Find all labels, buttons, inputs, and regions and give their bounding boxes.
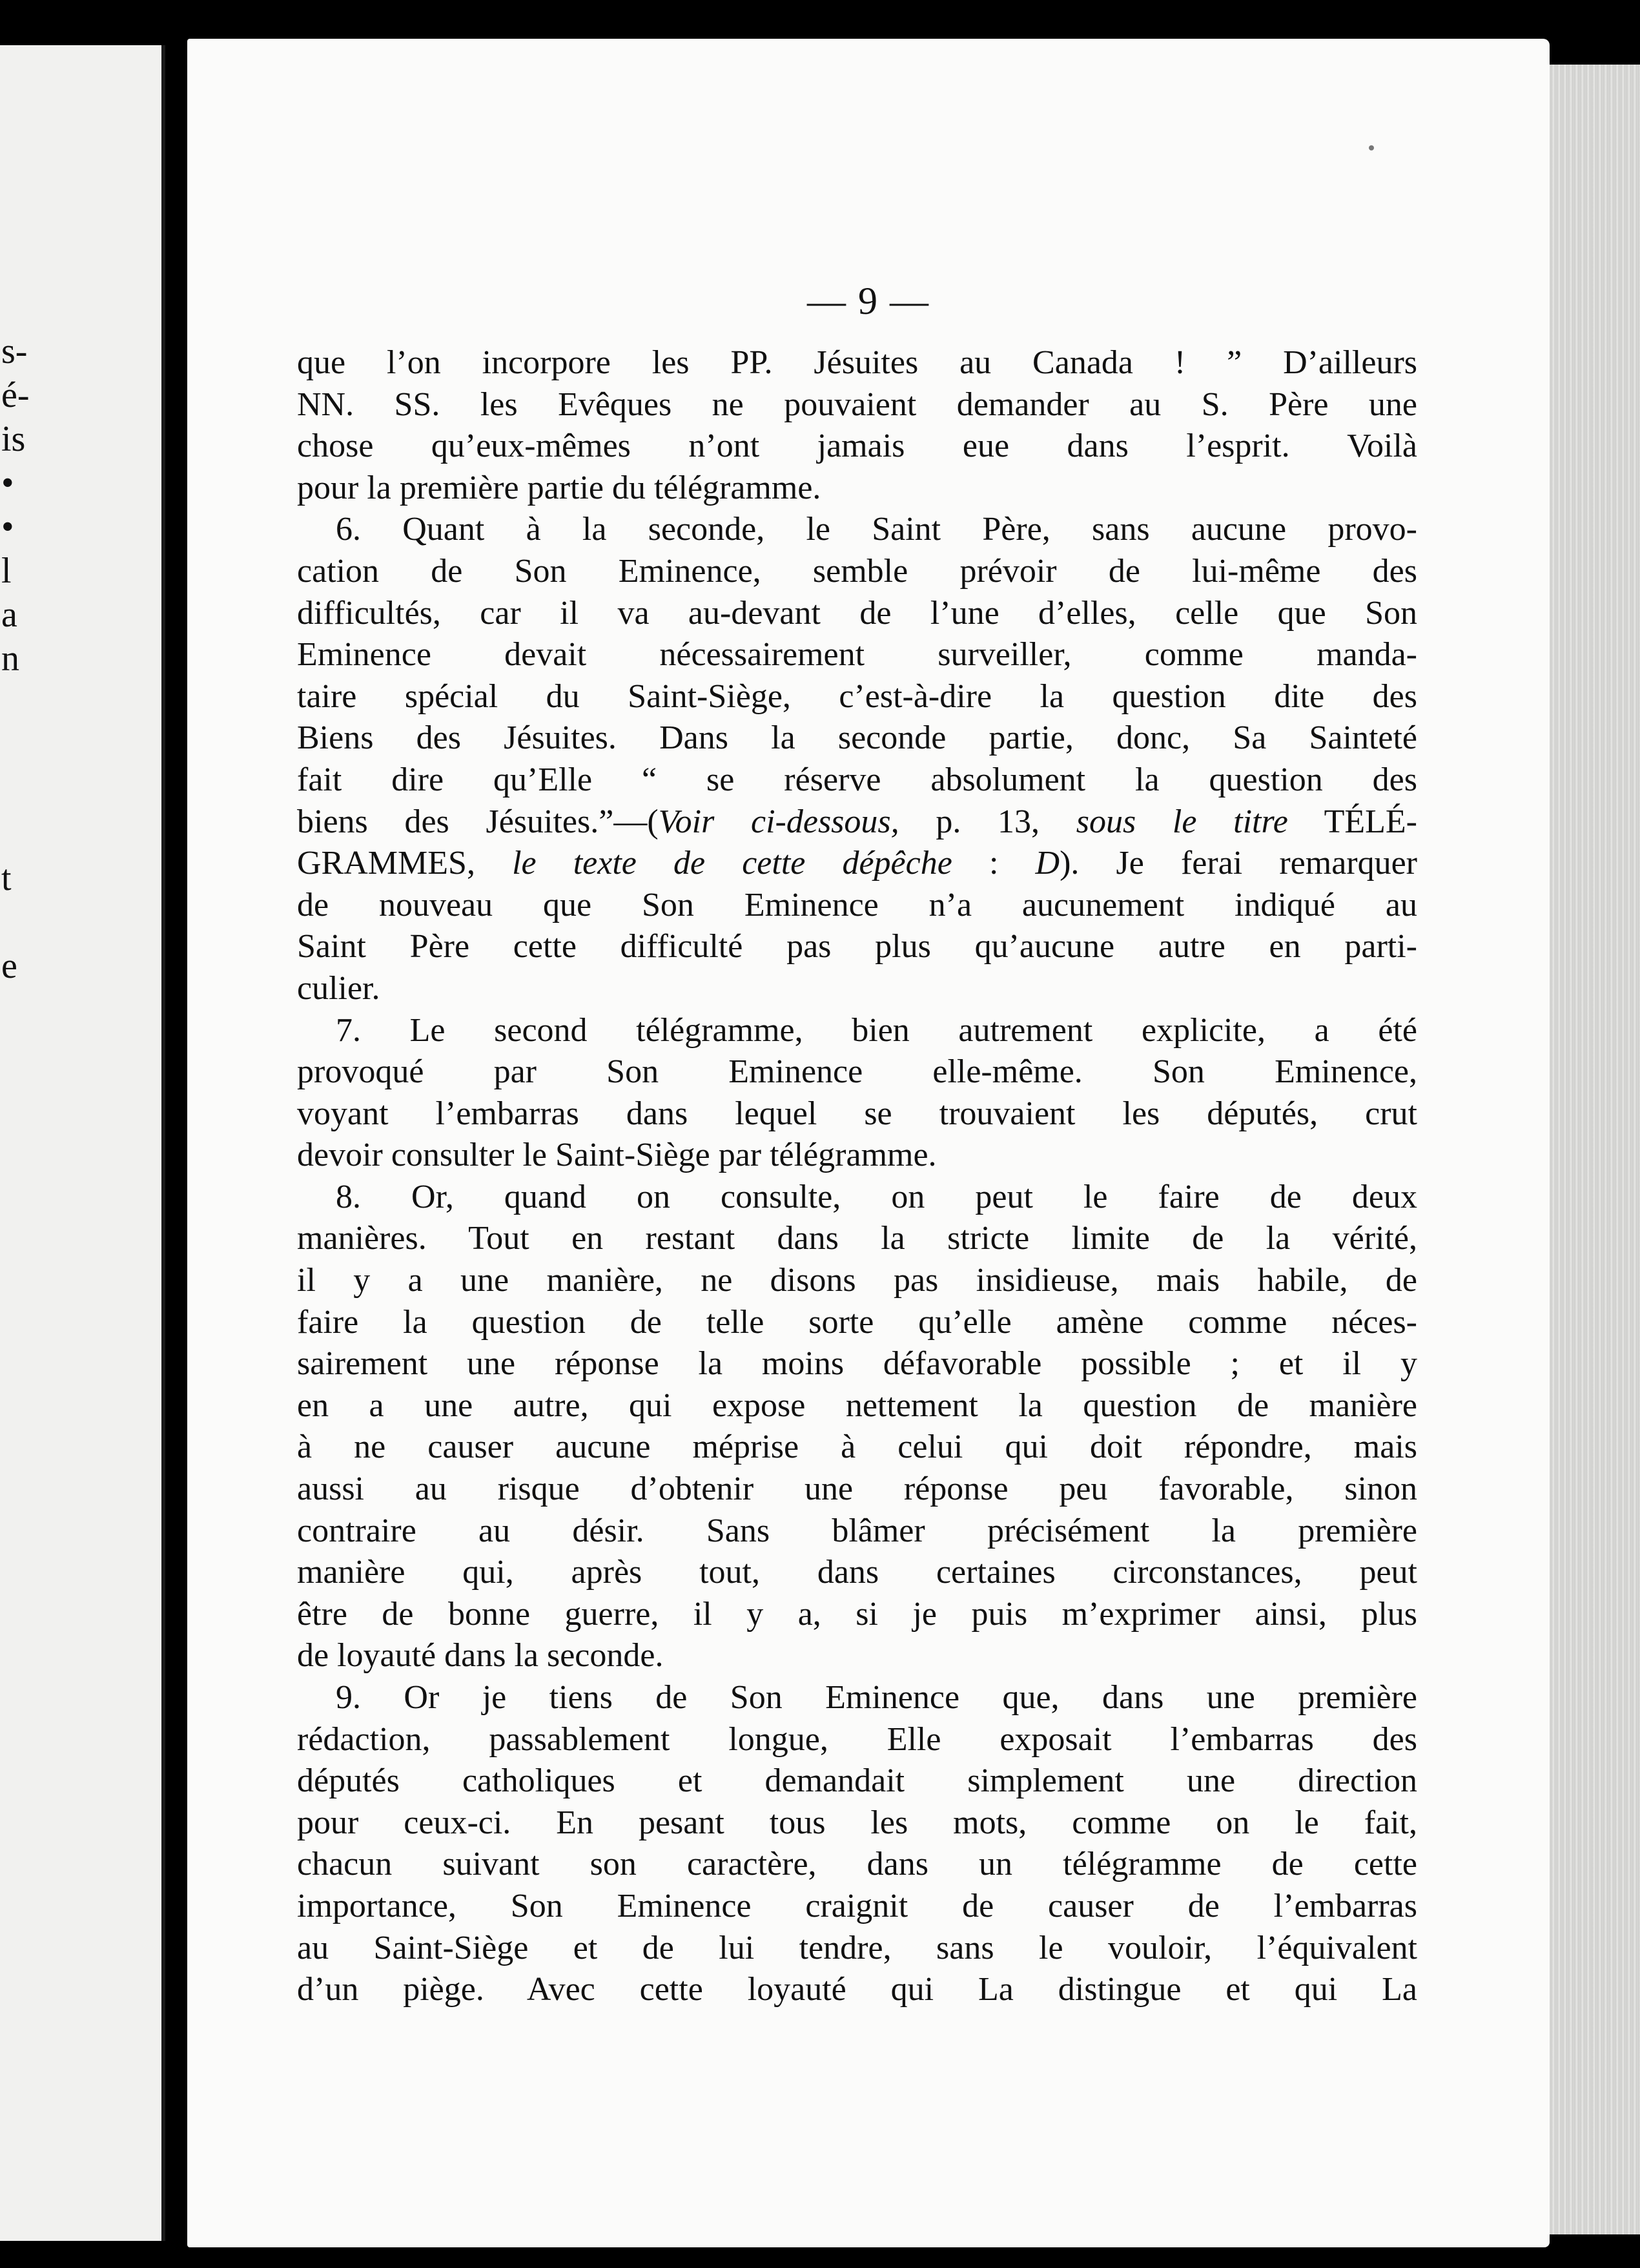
text-line: d’un piège. Avec cette loyauté qui La distingue et qui La [297, 1971, 1417, 2008]
page-number: — 9 — [807, 280, 930, 322]
text-line: difficultés, car il va au-devant de l’une d’elles, celle que Son [297, 594, 1417, 632]
text-line: NN. SS. les Evêques ne pouvaient demander au S. Père une [297, 386, 1417, 423]
text-line: Biens des Jésuites. Dans la seconde partie, donc, Sa Sainteté [297, 719, 1417, 757]
text-line: manière qui, après tout, dans certaines circonstances, peut [297, 1554, 1417, 1591]
text-line: rédaction, passablement longue, Elle exposait l’embarras des [297, 1720, 1417, 1758]
text-line: 8. Or, quand on consulte, on peut le faire de deux [336, 1178, 1417, 1215]
text-line: faire la question de telle sorte qu’elle amène comme néces- [297, 1303, 1417, 1341]
book-page [187, 39, 1550, 2247]
previous-page-fragment [0, 681, 39, 725]
italic-text-run: le texte de cette dépêche [512, 845, 952, 882]
previous-page-fragment: • [1, 507, 14, 547]
text-line: manières. Tout en restant dans la stricte limite de la vérité, [297, 1220, 1417, 1257]
text-line: que l’on incorpore les PP. Jésuites au Canada ! ” D’ailleurs [297, 344, 1417, 381]
text-run: ). Je ferai remarquer [1060, 845, 1417, 882]
text-line: cation de Son Eminence, semble prévoir de lui-même des [297, 552, 1417, 590]
text-line: à ne causer aucune méprise à celui qui doit répondre, mais [297, 1428, 1417, 1466]
paper-speck [1369, 145, 1374, 150]
previous-page-fragment [0, 812, 39, 856]
previous-page-fragment: e [1, 946, 17, 986]
text-run: : [952, 845, 1036, 882]
text-line: 6. Quant à la seconde, le Saint Père, sans aucune provo- [336, 511, 1417, 548]
previous-page-fragment: a [1, 595, 17, 635]
text-line: de loyauté dans la seconde. [297, 1637, 664, 1675]
text-line: pour la première partie du télégramme. [297, 469, 821, 506]
italic-text-run: Voir ci-dessous, [658, 803, 899, 840]
text-line: députés catholiques et demandait simplement une direction [297, 1762, 1417, 1800]
text-line: fait dire qu’Elle “ se réserve absolument la question des [297, 761, 1417, 798]
text-line: Eminence devait nécessairement surveiller, comme manda- [297, 636, 1417, 674]
text-line: être de bonne guerre, il y a, si je puis m’exprimer ainsi, plus [297, 1595, 1417, 1633]
text-line: au Saint-Siège et de lui tendre, sans le vouloir, l’équivalent [297, 1929, 1417, 1966]
previous-page-fragment [0, 768, 39, 812]
text-line: 9. Or je tiens de Son Eminence que, dans une première [336, 1679, 1417, 1716]
text-line: taire spécial du Saint-Siège, c’est-à-dire la question dite des [297, 677, 1417, 715]
text-line: pour ceux-ci. En pesant tous les mots, comme on le fait, [297, 1804, 1417, 1841]
previous-page-text-fragments [0, 329, 39, 988]
previous-page-fragment: s- [1, 331, 28, 371]
text-line: importance, Son Eminence craignit de causer de l’embarras [297, 1887, 1417, 1924]
text-line: de nouveau que Son Eminence n’a aucunement indiqué au [297, 886, 1417, 923]
text-line: sairement une réponse la moins défavorable possible ; et il y [297, 1345, 1417, 1383]
text-run: p. 13, [899, 803, 1076, 840]
text-line: voyant l’embarras dans lequel se trouvaient les députés, crut [297, 1095, 1417, 1132]
body-text [297, 342, 1417, 2011]
text-line [297, 843, 1417, 885]
text-line: 7. Le second télégramme, bien autrement explicite, a été [336, 1011, 1417, 1049]
text-line [297, 801, 1417, 843]
text-line: culier. [297, 969, 380, 1007]
previous-page-fragment: t [1, 858, 12, 898]
previous-page-fragment [0, 900, 39, 944]
previous-page-fragment: is [1, 419, 26, 459]
text-line: Saint Père cette difficulté pas plus qu’aucune autre en parti- [297, 928, 1417, 965]
previous-page-fragment [0, 725, 39, 768]
text-line: chose qu’eux-mêmes n’ont jamais eue dans l’esprit. Voilà [297, 428, 1417, 465]
previous-page-fragment: • [1, 463, 14, 503]
text-line: chacun suivant son caractère, dans un télégramme de cette [297, 1846, 1417, 1883]
text-line: il y a une manière, ne disons pas insidieuse, mais habile, de [297, 1262, 1417, 1299]
text-line: contraire au désir. Sans blâmer précisément la première [297, 1512, 1417, 1549]
italic-text-run: D [1035, 845, 1060, 882]
previous-page-fragment: l [1, 551, 12, 591]
previous-page-fragment: n [1, 639, 19, 679]
text-line: aussi au risque d’obtenir une réponse peu favorable, sinon [297, 1470, 1417, 1508]
text-line: provoqué par Son Eminence elle-même. Son Eminence, [297, 1053, 1417, 1091]
text-line: devoir consulter le Saint-Siège par télégramme. [297, 1137, 937, 1174]
italic-text-run: sous le titre [1076, 803, 1288, 840]
page-stack-edge [1550, 65, 1640, 2234]
previous-page-fragment: é- [1, 375, 30, 415]
text-run: biens des Jésuites.”—( [297, 803, 659, 840]
previous-page-edge [0, 45, 165, 2241]
text-line: en a une autre, qui expose nettement la question de manière [297, 1387, 1417, 1424]
text-run: TÉLÉ- [1287, 803, 1418, 840]
text-run: GRAMMES, [297, 845, 513, 882]
